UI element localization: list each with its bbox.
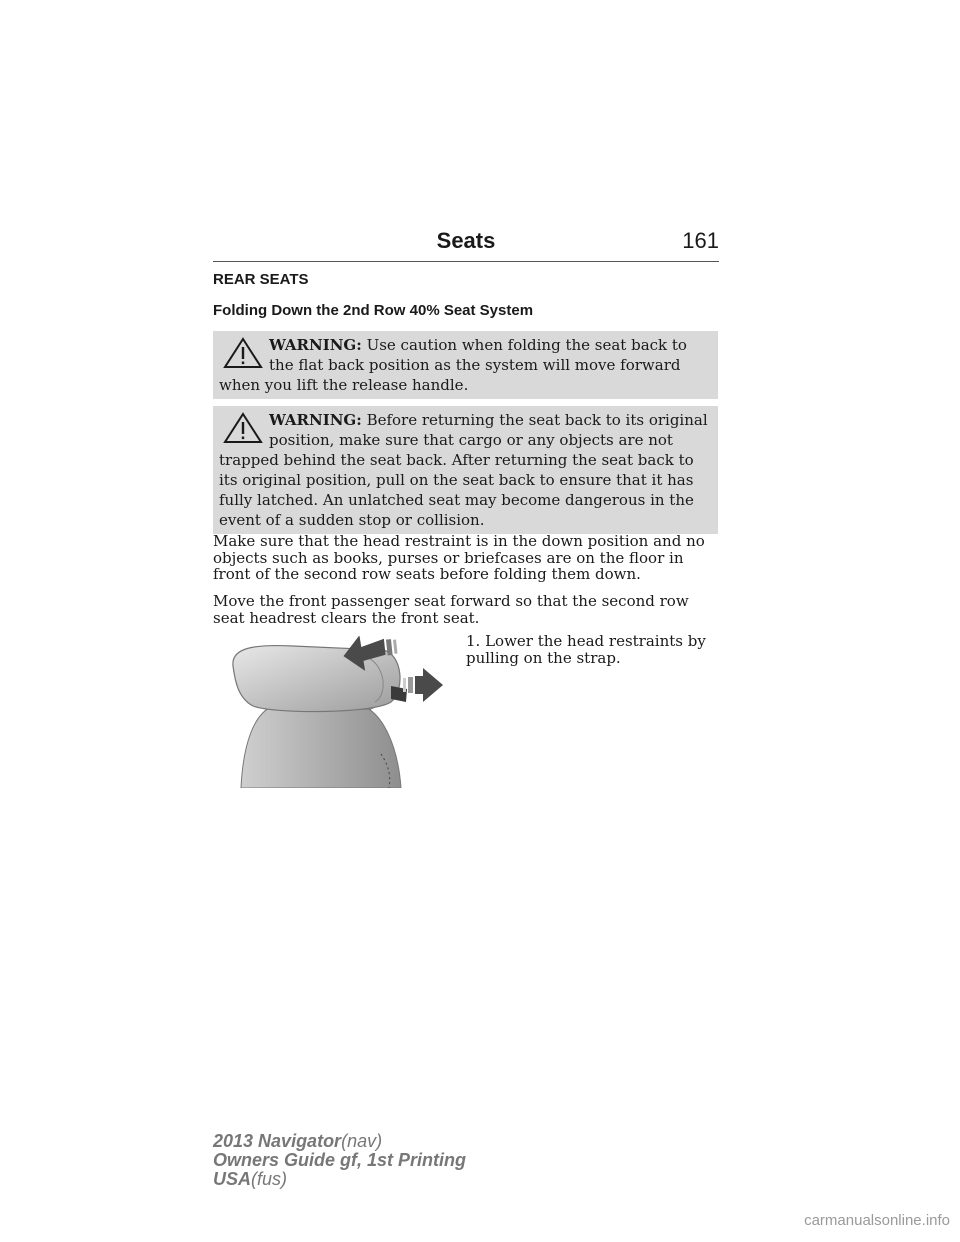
page-header <box>213 228 719 260</box>
watermark-link[interactable]: carmanualsonline.info <box>804 1212 950 1229</box>
warning-box-2 <box>213 406 718 534</box>
sub-heading: Folding Down the 2nd Row 40% Seat System <box>213 302 534 319</box>
section-heading: REAR SEATS <box>213 271 309 288</box>
head-restraint-illustration <box>213 636 443 788</box>
warning-text: Use caution when folding the seat back to the flat back position as the system will move forward when you lift the release handle. <box>219 336 687 394</box>
page-number: 161 <box>682 228 719 253</box>
paragraph: Make sure that the head restraint is in the down position and no objects such as books, purses or briefcases are on the floor in front of the second row seats before folding them down. <box>213 532 705 583</box>
warning-triangle-icon <box>223 337 263 369</box>
page-title: Seats <box>436 228 496 253</box>
footer-model-code: (nav) <box>341 1131 383 1151</box>
header-rule <box>213 261 719 262</box>
footer <box>213 1132 466 1189</box>
warning-box-1 <box>213 331 718 399</box>
footer-market: USA <box>213 1169 252 1189</box>
warning-label: WARNING: <box>269 411 362 429</box>
footer-market-code: (fus) <box>251 1169 288 1189</box>
step-1-text: 1. Lower the head restraints by pulling on the strap. <box>466 632 706 667</box>
footer-guide: Owners Guide gf, 1st Printing <box>213 1150 467 1170</box>
footer-model: 2013 Navigator <box>213 1131 342 1151</box>
warning-triangle-icon <box>223 412 263 444</box>
warning-label: WARNING: <box>269 336 362 354</box>
paragraph: Move the front passenger seat forward so that the second row seat headrest clears the front seat. <box>213 592 689 627</box>
warning-text: Before returning the seat back to its original position, make sure that cargo or any objects are not trapped behind the seat back. After returning the seat back to its original position, pull on the seat back to ensure that it has fully latched. An unlatched seat may become dangerous in the event of a sudden stop or collision. <box>219 411 708 529</box>
